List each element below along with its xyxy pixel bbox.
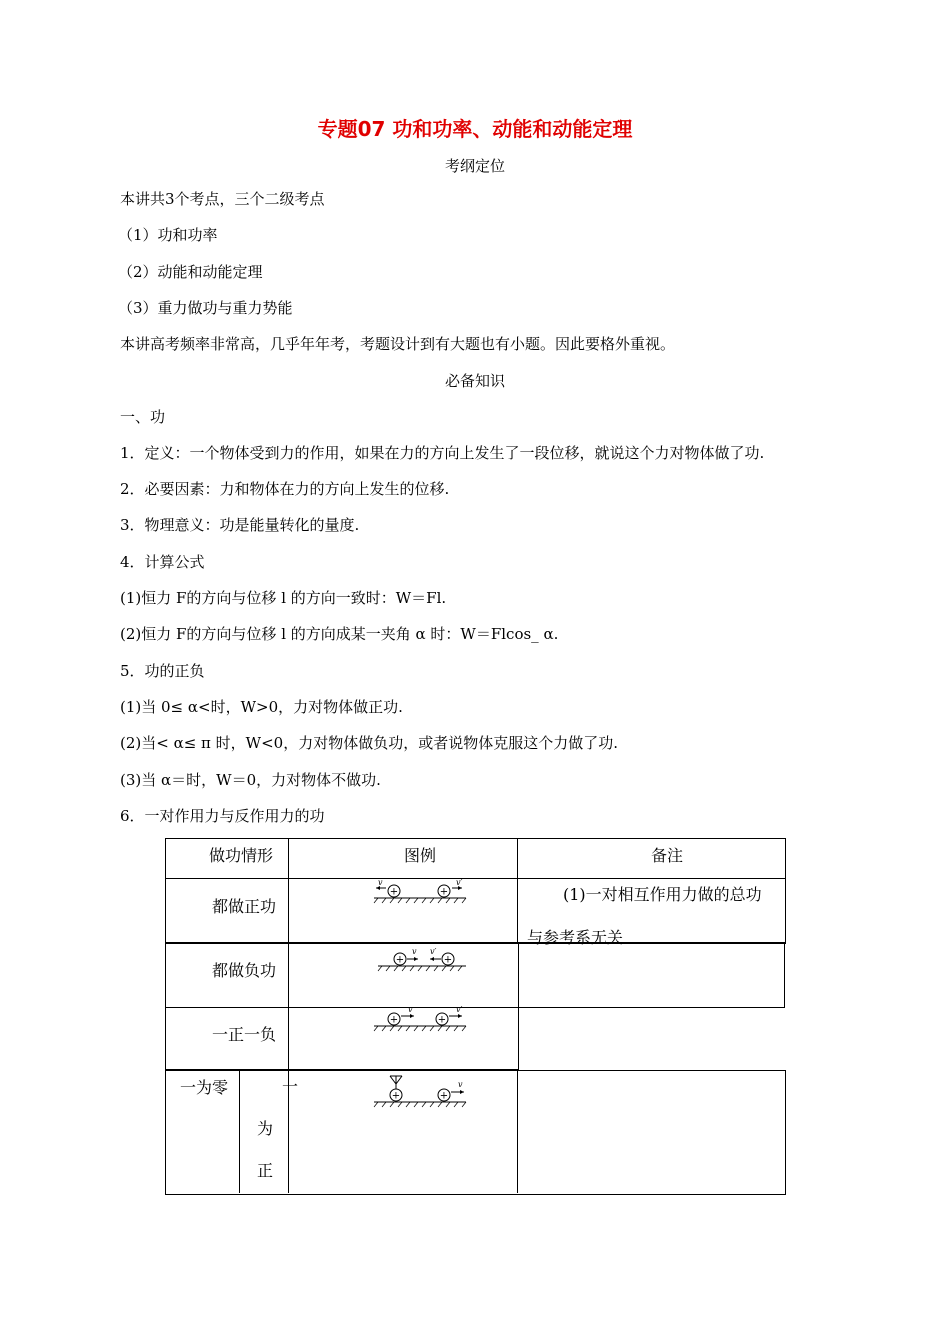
- formula-heading: 4．计算公式: [120, 553, 205, 571]
- formula-1: (1)恒力 F的方向与位移 l 的方向一致时：W＝Fl.: [120, 589, 447, 607]
- velocity-label-3: v: [408, 1005, 413, 1014]
- heading-outline: 考纲定位: [444, 157, 505, 175]
- point-2: （2）动能和动能定理: [118, 263, 263, 281]
- velocity-prime-label-2: v′: [430, 947, 437, 956]
- velocity-label-2: v: [412, 947, 417, 956]
- pair-heading: 6．一对作用力与反作用力的功: [120, 807, 325, 825]
- formula-2: (2)恒力 F的方向与位移 l 的方向成某一夹角 α 时：W＝Flcos_ α.: [120, 625, 559, 643]
- velocity-prime-label: v′: [456, 878, 463, 887]
- velocity-label: v: [378, 878, 383, 887]
- figure-both-negative: [376, 944, 468, 974]
- svg-text:+: +: [389, 886, 399, 898]
- remark-line-2: 与参考系无关: [527, 928, 624, 947]
- point-3: （3）重力做功与重力势能: [118, 299, 293, 317]
- page-title: 专题07 功和功率、动能和动能定理: [317, 117, 633, 141]
- row-both-positive: 都做正功: [212, 897, 277, 916]
- section-work: 一、功: [120, 408, 166, 426]
- sign-2: (2)当< α≤ π 时，W<0，力对物体做负功，或者说物体克服这个力做了功.: [120, 734, 618, 752]
- figure-one-zero: [372, 1074, 468, 1108]
- definition-text: 1．定义：一个物体受到力的作用，如果在力的方向上发生了一段位移，就说这个力对物体做了功.: [120, 444, 765, 462]
- svg-text:+: +: [443, 954, 453, 966]
- row-one-positive-2: 为: [257, 1119, 274, 1138]
- sign-heading: 5．功的正负: [120, 662, 205, 680]
- velocity-prime-label-3: v′: [456, 1005, 463, 1014]
- figure-both-positive: [372, 878, 468, 906]
- factor-text: 2．必要因素：力和物体在力的方向上发生的位移.: [120, 480, 450, 498]
- header-situation: 做功情形: [209, 846, 274, 865]
- row-both-negative: 都做负功: [212, 961, 277, 980]
- intro-text: 本讲共3个考点，三个二级考点: [120, 190, 325, 208]
- svg-text:+: +: [439, 886, 449, 898]
- svg-text:+: +: [389, 1014, 399, 1026]
- header-remark: 备注: [651, 846, 684, 865]
- svg-text:+: +: [439, 1090, 449, 1102]
- remark-line-1: (1)一对相互作用力做的总功: [563, 885, 762, 904]
- svg-text:+: +: [395, 954, 405, 966]
- note-text: 本讲高考频率非常高，几乎年年考，考题设计到有大题也有小题。因此要格外重视。: [120, 335, 676, 353]
- row-one-pos-one-neg: 一正一负: [212, 1025, 277, 1044]
- heading-knowledge: 必备知识: [444, 372, 505, 390]
- svg-text:+: +: [391, 1090, 401, 1102]
- header-figure: 图例: [404, 846, 437, 865]
- row-one-positive-3: 正: [257, 1161, 274, 1180]
- figure-one-pos-one-neg: [372, 1004, 468, 1034]
- row-one-positive-1: 一: [282, 1077, 299, 1096]
- sign-3: (3)当 α＝时，W＝0，力对物体不做功.: [120, 771, 381, 789]
- point-1: （1）功和功率: [118, 226, 218, 244]
- sign-1: (1)当 0≤ α<时，W>0，力对物体做正功.: [120, 698, 403, 716]
- velocity-label-4: v: [458, 1080, 463, 1089]
- row-one-zero: 一为零: [180, 1078, 229, 1097]
- svg-text:+: +: [437, 1014, 447, 1026]
- meaning-text: 3．物理意义：功是能量转化的量度.: [120, 516, 360, 534]
